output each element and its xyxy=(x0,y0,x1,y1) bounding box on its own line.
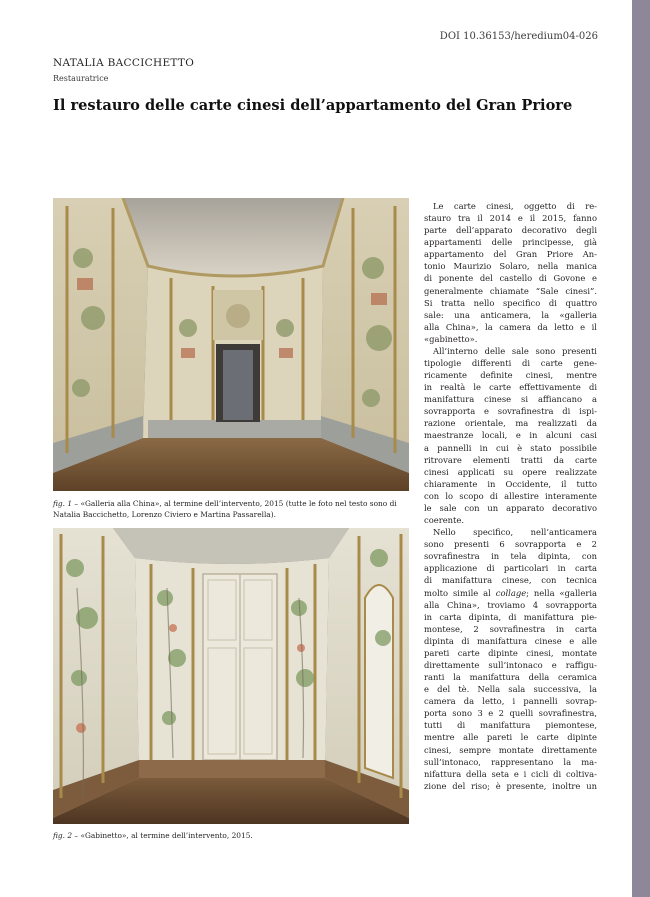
body-line: tonio Maurizio Solaro, nella manica xyxy=(424,261,597,272)
body-line: in realtà le carte effettivamente di xyxy=(424,382,597,393)
body-line: ranti la manifattura della ceramica xyxy=(424,672,597,683)
body-line: le sale con un apparato decorativo xyxy=(424,502,597,513)
body-line: generalmente chiamate “Sale cinesi”. xyxy=(424,285,597,296)
emphasis-text: collage xyxy=(495,587,527,598)
body-line: ritrovare elementi tratti da carte xyxy=(424,454,597,465)
body-line: ricamente definite cinesi, mentre xyxy=(424,370,597,381)
body-line: maestranze locali, e in alcuni casi xyxy=(424,430,597,441)
body-line: di manifattura cinese, con tecnica xyxy=(424,575,597,586)
figure-2-caption-text: – «Gabinetto», al termine dell’intervento, 2015. xyxy=(72,831,253,840)
body-line: camera da letto, i pannelli sovrap- xyxy=(424,696,597,707)
body-line: sull’intonaco, rappresentano la ma- xyxy=(424,756,597,767)
figure-2-photo xyxy=(53,528,409,824)
body-line: molto simile al collage; nella «galleria xyxy=(424,587,597,598)
body-line: appartamento del Gran Priore An- xyxy=(424,249,597,260)
body-line: alla China», la camera da letto e il xyxy=(424,321,597,332)
body-line: All’interno delle sale sono presenti xyxy=(433,345,597,356)
body-line: e del tè. Nella sala successiva, la xyxy=(424,684,597,695)
body-line: Nello specifico, nell’anticamera xyxy=(433,527,597,538)
body-line: razione orientale, ma realizzati da xyxy=(424,418,597,429)
body-line: «gabinetto». xyxy=(424,333,478,344)
figure-1-caption xyxy=(53,499,409,520)
body-line: alla China», troviamo 4 sovrapporta xyxy=(424,599,597,610)
body-line: in carta dipinta, di manifattura pie- xyxy=(424,611,597,622)
figure-2-label: fig. 2 xyxy=(53,831,73,840)
body-line: Si tratta nello specifico di quattro xyxy=(424,297,597,308)
body-line: con lo scopo di allestire interamente xyxy=(424,490,597,501)
body-line: di ponente del castello di Govone e xyxy=(424,273,597,284)
figure-1-caption-text: – «Galleria alla China», al termine dell’intervento, 2015 (tutte le foto nel testo sono di Natalia Baccichetto, Lorenzo Civiero e Martina Passarella). xyxy=(53,499,397,519)
body-line: mentre alle pareti le carte dipinte xyxy=(424,732,597,743)
body-line: direttamente sull’intonaco e raffigu- xyxy=(424,659,597,670)
body-text-column xyxy=(424,200,597,792)
body-line: nifattura della seta e i cicli di coltiva- xyxy=(424,768,597,779)
body-line: cinesi applicati su opere realizzate xyxy=(424,466,597,477)
body-line: porta sono 3 e 2 quelli sovrafinestra, xyxy=(424,708,597,719)
body-line: applicazione di particolari in carta xyxy=(424,563,597,574)
figure-1-photo xyxy=(53,198,409,491)
body-line: a pannelli in cui è stato possibile xyxy=(424,442,597,453)
body-line: chiaramente in Occidente, il tutto xyxy=(424,478,597,489)
author-role: Restauratrice xyxy=(53,74,109,83)
body-line: zione del riso; è presente, inoltre un xyxy=(424,780,597,791)
figure-1-label: fig. 1 xyxy=(53,499,73,508)
body-line: sovrafinestra in tela dipinta, con xyxy=(424,551,597,562)
body-line: Le carte cinesi, oggetto di re- xyxy=(433,201,597,211)
page-edge-band xyxy=(632,0,650,897)
body-line: cinesi, sempre montate direttamente xyxy=(424,744,597,755)
body-line: sovrapporta e sovrafinestra di ispi- xyxy=(424,406,597,417)
body-line: stauro tra il 2014 e il 2015, fanno xyxy=(424,213,597,224)
article-title: Il restauro delle carte cinesi dell’appartamento del Gran Priore xyxy=(53,97,573,114)
body-line: sono presenti 6 sovrapporta e 2 xyxy=(424,539,597,550)
body-line: dipinta di manifattura cinese e alle xyxy=(424,635,597,646)
body-line: pareti carte dipinte cinesi, montate xyxy=(424,647,597,658)
doi-reference: DOI 10.36153/heredium04-026 xyxy=(439,31,598,42)
body-line: montese, 2 sovrafinestra in carta xyxy=(424,623,597,634)
body-line: tipologie differenti di carte gene- xyxy=(424,358,597,369)
body-line: coerente. xyxy=(424,515,465,526)
body-line: appartamenti delle principesse, già xyxy=(424,237,597,248)
body-line: manifattura cinese si affiancano a xyxy=(424,394,597,405)
figure-2-caption xyxy=(53,831,409,842)
body-line: parte dell’apparato decorativo degli xyxy=(424,225,597,236)
body-line: tutti di manifattura piemontese, xyxy=(424,720,597,731)
author-name: NATALIA BACCICHETTO xyxy=(53,57,195,69)
body-line: sale: una anticamera, la «galleria xyxy=(424,309,597,320)
